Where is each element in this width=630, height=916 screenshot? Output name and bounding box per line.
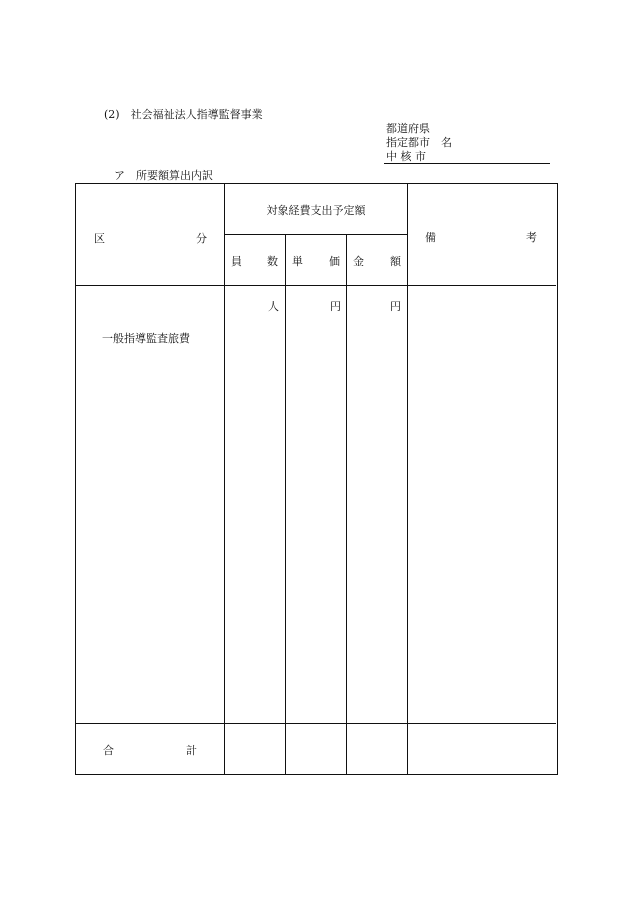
table-subheader-divider: [224, 234, 408, 235]
unit-price-header-char1: 単: [292, 255, 303, 268]
section-title: (2) 社会福祉法人指導監督事業: [104, 108, 263, 121]
category-column-divider: [224, 183, 225, 774]
category-header-char1: 区: [94, 232, 105, 245]
prefecture-label-line2: 指定都市 名: [386, 136, 452, 149]
planned-expenditure-header: 対象経費支出予定額: [266, 204, 366, 217]
amount-header-char1: 金: [353, 255, 364, 268]
total-row-label: [103, 745, 197, 756]
table-row-category: 一般指導監査旅費: [102, 332, 190, 345]
total-label-char2: 計: [186, 744, 197, 757]
category-header: [94, 233, 207, 244]
subsection-title: ア 所要額算出内訳: [114, 169, 213, 182]
prefecture-name-underline: [384, 163, 550, 164]
table-header-bottom-border: [75, 285, 556, 286]
remarks-header: [425, 232, 537, 243]
remarks-header-char1: 備: [425, 231, 436, 244]
members-unit-label: 人: [268, 300, 279, 313]
breakdown-table: [75, 183, 558, 775]
members-column-divider: [285, 234, 286, 774]
remarks-header-char2: 考: [526, 231, 537, 244]
prefecture-label-line3: 中 核 市: [386, 150, 426, 163]
amount-header: [353, 256, 401, 267]
table-total-top-border: [75, 723, 556, 724]
remarks-column-divider: [407, 183, 408, 774]
unit-price-unit-label: 円: [330, 300, 341, 313]
amount-header-char2: 額: [390, 255, 401, 268]
unit-price-header: [292, 256, 340, 267]
members-header-char2: 数: [267, 255, 278, 268]
members-header: [231, 256, 278, 267]
prefecture-label-line1: 都道府県: [386, 122, 430, 135]
amount-unit-label: 円: [390, 300, 401, 313]
members-header-char1: 員: [231, 255, 242, 268]
unit-price-column-divider: [346, 234, 347, 774]
total-label-char1: 合: [103, 744, 114, 757]
unit-price-header-char2: 価: [329, 255, 340, 268]
category-header-char2: 分: [196, 232, 207, 245]
